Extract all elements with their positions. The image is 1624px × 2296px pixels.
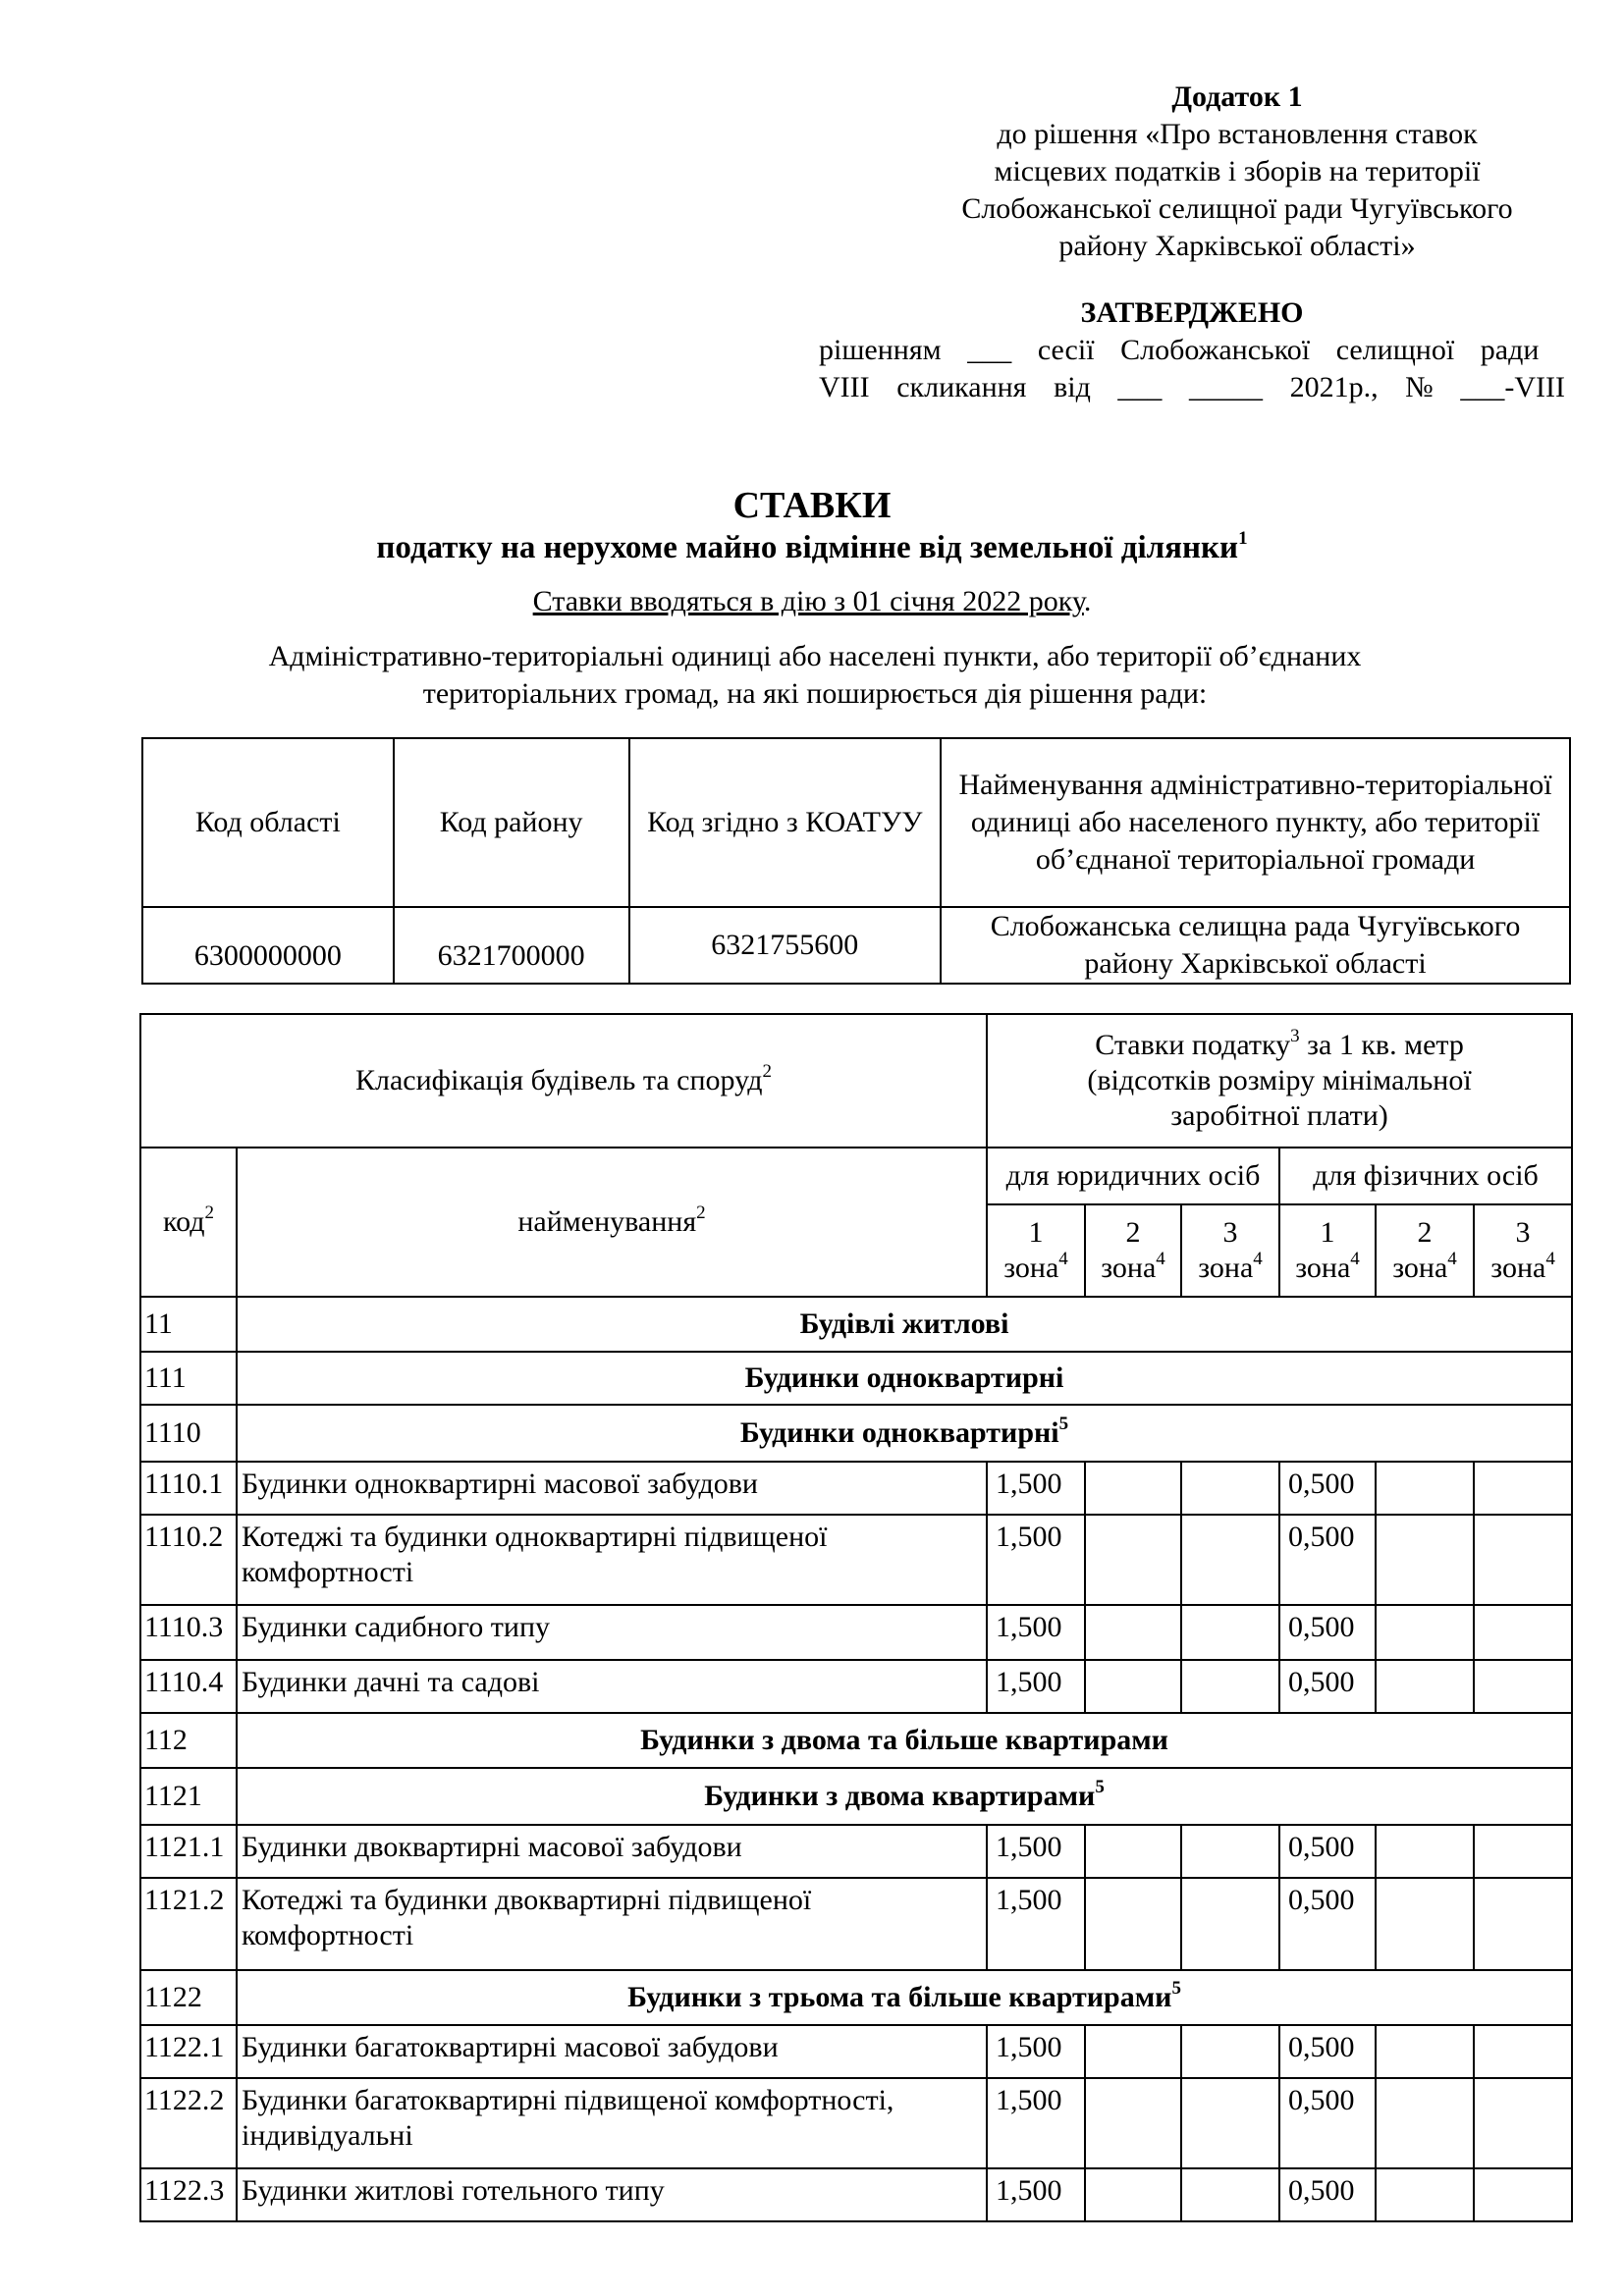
rate-value [1085,2025,1181,2078]
row-code: 1122.1 [140,2025,237,2078]
section-title-text: Будинки з двома квартирами [704,1780,1096,1812]
item-row [140,1825,1572,1878]
col-unit-name: Найменування адміністративно-територіальної одиниці або населеного пункту, або території об’єднаної територіальної громади [941,738,1570,907]
rates-header-row-1 [140,1014,1572,1148]
approval-word: скликання [896,371,1027,403]
zone-number: 2 [1125,1216,1141,1249]
approval-word: VIII [819,371,870,403]
row-name: Будинки одноквартирні масової забудови [237,1462,987,1515]
rate-value [1181,2168,1279,2221]
rate-value: 1,500 [987,1660,1085,1713]
rate-value [1181,1515,1279,1605]
row-name: Будинки двоквартирні масової забудови [237,1825,987,1878]
approval-word: рішенням [819,334,942,366]
footnote-mark: 5 [1058,1414,1069,1434]
rates-header [987,1014,1572,1148]
col-district-code: Код району [394,738,629,907]
zone-word: зона [1490,1252,1546,1284]
row-name: Будинки багатоквартирні масової забудови [237,2025,987,2078]
rate-value [1181,1462,1279,1515]
individuals-header: для фізичних осіб [1279,1148,1572,1204]
rate-value [1376,2168,1474,2221]
document-title: СТАВКИ [732,485,892,526]
rate-value [1085,2078,1181,2168]
row-code: 1110.2 [140,1515,237,1605]
section-row [140,1297,1572,1352]
annex-line: Слобожанської селищної ради Чугуївського [961,192,1513,225]
rate-value [1376,2078,1474,2168]
footnote-mark: 2 [762,1061,772,1082]
code-header [140,1148,237,1297]
rate-value [1474,1515,1572,1605]
rate-value [1181,1605,1279,1660]
rate-value: 1,500 [987,1605,1085,1660]
zone-word: зона [1003,1252,1059,1284]
zone-number: 2 [1417,1216,1433,1249]
approval-word: ___-VIII [1460,371,1565,403]
footnote-mark: 3 [1290,1026,1300,1046]
territory-table [141,737,1571,985]
rate-value [1181,2078,1279,2168]
rate-value [1474,2025,1572,2078]
footnote-mark: 2 [696,1202,706,1223]
footnote-mark: 5 [1171,1978,1181,1999]
item-row [140,2168,1572,2221]
rate-value [1376,1825,1474,1878]
section-title [237,1768,1572,1825]
footnote-mark: 2 [204,1202,214,1223]
subtitle-text: податку на нерухоме майно відмінне від земельної ділянки [376,530,1239,565]
zone-word: зона [1295,1252,1351,1284]
row-name: Котеджі та будинки двоквартирні підвищеної комфортності [237,1878,987,1970]
row-code: 1121.2 [140,1878,237,1970]
col-koatuu-code: Код згідно з КОАТУУ [629,738,942,907]
annex-line: до рішення «Про встановлення ставок [997,118,1478,150]
footnote-mark: 1 [1238,528,1248,549]
section-title [237,1297,1572,1352]
rate-value [1376,1462,1474,1515]
row-name: Будинки дачні та садові [237,1660,987,1713]
section-row [140,1352,1572,1405]
item-row [140,1660,1572,1713]
rate-value [1474,1878,1572,1970]
rate-value [1474,1660,1572,1713]
zone-word: зона [1198,1252,1254,1284]
approval-word: ___ [967,334,1012,366]
rate-value: 1,500 [987,1878,1085,1970]
unit-name: Слобожанська селищна рада Чугуївського району Харківської області [941,907,1570,984]
annex-line: району Харківської області» [1058,230,1416,262]
approval-word: ради [1480,334,1540,366]
rate-value [1085,1515,1181,1605]
rate-value: 0,500 [1279,1515,1376,1605]
name-header [237,1148,987,1297]
rate-value: 0,500 [1279,1462,1376,1515]
rate-value: 1,500 [987,1825,1085,1878]
section-title [237,1970,1572,2025]
rate-value [1376,1605,1474,1660]
section-title [237,1713,1572,1768]
rates-header-row-2 [140,1148,1572,1204]
code-header-text: код [163,1205,205,1238]
rate-value [1474,1825,1572,1878]
section-title-text: Будинки одноквартирні [739,1416,1059,1449]
zone-header [1085,1204,1181,1297]
rate-value [1376,1515,1474,1605]
rate-value [1085,1660,1181,1713]
item-row [140,2025,1572,2078]
rate-value: 0,500 [1279,2168,1376,2221]
row-code: 1121.1 [140,1825,237,1878]
rate-value: 1,500 [987,2168,1085,2221]
approval-word: селищної [1335,334,1455,366]
zone-number: 3 [1515,1216,1531,1249]
item-row [140,1878,1572,1970]
zone-header [1376,1204,1474,1297]
row-code: 1110 [140,1405,237,1462]
section-title [237,1405,1572,1462]
rate-value [1376,1878,1474,1970]
row-code: 1110.3 [140,1605,237,1660]
rate-value [1474,2078,1572,2168]
rate-value [1474,1605,1572,1660]
zone-number: 3 [1222,1216,1238,1249]
rate-value [1376,2025,1474,2078]
rate-value [1085,2168,1181,2221]
name-header-text: найменування [517,1205,697,1238]
rate-value [1181,1825,1279,1878]
zone-word: зона [1392,1252,1448,1284]
rate-value: 0,500 [1279,2078,1376,2168]
footnote-mark: 4 [1156,1249,1165,1269]
item-row [140,1605,1572,1660]
item-row [140,1462,1572,1515]
rates-header-part: Ставки податку [1095,1029,1291,1061]
rate-value: 0,500 [1279,2025,1376,2078]
classification-header [140,1014,987,1148]
rate-value [1376,1660,1474,1713]
rate-value [1085,1825,1181,1878]
intro-text: Адміністративно-територіальні одиниці або населені пункти, або території об’єднаних територіальних громад, на які поширюється дія рішення ради: [268,640,1362,710]
footnote-mark: 5 [1095,1777,1105,1797]
row-code: 1122.3 [140,2168,237,2221]
rate-value: 0,500 [1279,1878,1376,1970]
annex-heading: Додаток 1 [1171,80,1303,113]
approval-word: сесії [1037,334,1095,366]
rate-value [1474,1462,1572,1515]
rate-value: 1,500 [987,2025,1085,2078]
territory-header-row [142,738,1570,907]
rate-value [1085,1605,1181,1660]
rate-value [1181,1660,1279,1713]
row-name: Котеджі та будинки одноквартирні підвищеної комфортності [237,1515,987,1605]
row-code: 11 [140,1297,237,1352]
rates-body [140,1297,1572,2221]
approval-word: Слобожанської [1120,334,1311,366]
col-region-code: Код області [142,738,394,907]
row-code: 111 [140,1352,237,1405]
rates-header-part: (відсотків розміру мінімальної [1087,1064,1472,1096]
row-code: 1110.1 [140,1462,237,1515]
approval-word: від [1054,371,1091,403]
footnote-mark: 4 [1350,1249,1360,1269]
zone-header [1181,1204,1279,1297]
rates-header-part: заробітної плати) [1170,1099,1388,1132]
approval-word: ___ [1117,371,1163,403]
approval-word: _____ [1188,371,1263,403]
section-row [140,1713,1572,1768]
row-name: Будинки садибного типу [237,1605,987,1660]
zone-header [987,1204,1085,1297]
row-code: 1122.2 [140,2078,237,2168]
approval-word: 2021р., [1289,371,1379,403]
effective-date-text: Ставки вводяться в дію з 01 січня 2022 року [532,585,1084,617]
section-row [140,1768,1572,1825]
rate-value [1181,1878,1279,1970]
effective-date: Ставки вводяться в дію з 01 січня 2022 року. [532,585,1092,617]
zone-number: 1 [1028,1216,1044,1249]
classification-header-text: Класифікація будівель та споруд [355,1064,763,1096]
footnote-mark: 4 [1058,1249,1068,1269]
approval-word: № [1405,371,1434,403]
rate-value [1085,1462,1181,1515]
zone-header [1474,1204,1572,1297]
section-title-text: Будинки одноквартирні [744,1362,1064,1394]
footnote-mark: 4 [1545,1249,1555,1269]
rates-header-part: за 1 кв. метр [1299,1029,1464,1061]
footnote-mark: 4 [1253,1249,1263,1269]
row-code: 112 [140,1713,237,1768]
document-subtitle [0,526,1624,569]
section-row [140,1405,1572,1462]
row-name: Будинки житлові готельного типу [237,2168,987,2221]
row-code: 1110.4 [140,1660,237,1713]
section-title-text: Будинки з двома та більше квартирами [640,1724,1168,1756]
annex-line: місцевих податків і зборів на території [994,155,1481,187]
row-name: Будинки багатоквартирні підвищеної комфортності, індивідуальні [237,2078,987,2168]
approval-line-2 [819,369,1565,406]
rate-value: 0,500 [1279,1605,1376,1660]
rate-value [1474,2168,1572,2221]
section-title-text: Будинки з трьома та більше квартирами [627,1981,1172,2013]
legal-entities-header: для юридичних осіб [987,1148,1279,1204]
approval-line-1 [819,332,1565,369]
territory-row [142,907,1570,984]
rate-value: 0,500 [1279,1825,1376,1878]
section-row [140,1970,1572,2025]
region-code: 6300000000 [142,907,394,984]
rates-table [139,1013,1573,2222]
row-code: 1121 [140,1768,237,1825]
zone-number: 1 [1320,1216,1335,1249]
item-row [140,2078,1572,2168]
koatuu-code: 6321755600 [629,907,942,984]
row-code: 1122 [140,1970,237,2025]
footnote-mark: 4 [1447,1249,1457,1269]
district-code: 6321700000 [394,907,629,984]
section-title-text: Будівлі житлові [799,1308,1009,1340]
section-title [237,1352,1572,1405]
rate-value [1181,2025,1279,2078]
approval-block [819,294,1565,406]
item-row [140,1515,1572,1605]
zone-word: зона [1101,1252,1157,1284]
rate-value: 1,500 [987,1462,1085,1515]
approval-heading: ЗАТВЕРДЖЕНО [1080,296,1304,329]
zone-header [1279,1204,1376,1297]
rate-value: 1,500 [987,2078,1085,2168]
annex-block [913,79,1561,265]
rate-value: 0,500 [1279,1660,1376,1713]
rate-value [1085,1878,1181,1970]
rate-value: 1,500 [987,1515,1085,1605]
